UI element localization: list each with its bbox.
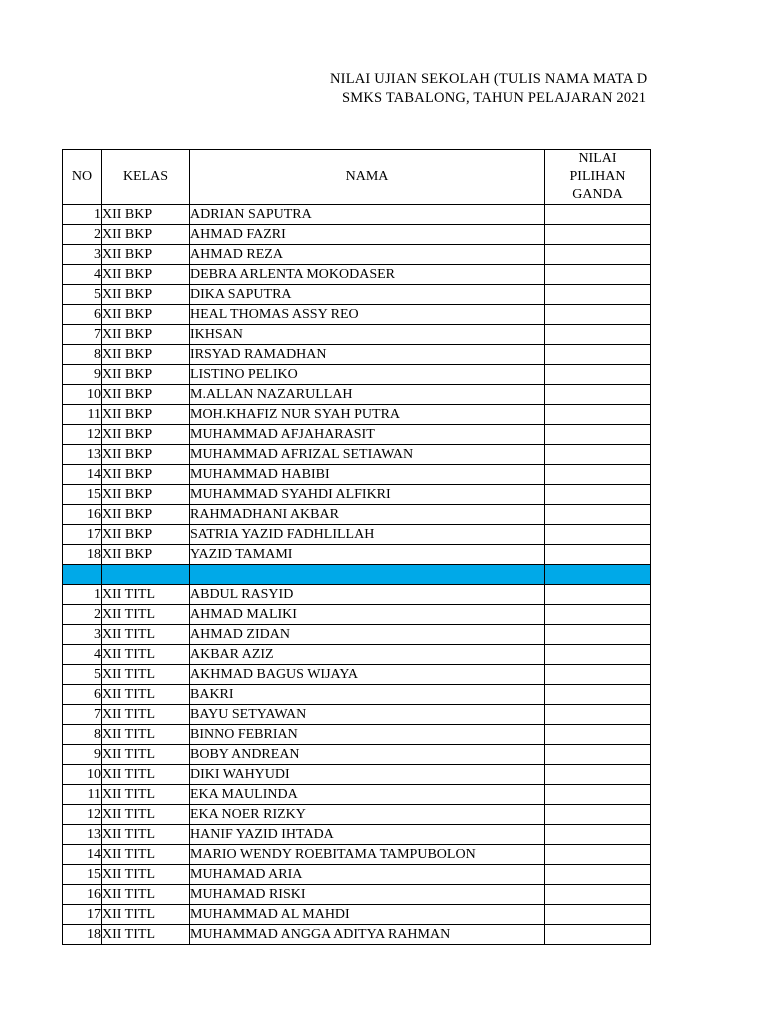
cell-nama[interactable]: MARIO WENDY ROEBITAMA TAMPUBOLON: [190, 845, 545, 865]
cell-nama[interactable]: AHMAD ZIDAN: [190, 625, 545, 645]
cell-nama[interactable]: RAHMADHANI AKBAR: [190, 505, 545, 525]
cell-no[interactable]: 5: [63, 665, 102, 685]
cell-kelas[interactable]: XII BKP: [102, 505, 190, 525]
cell-no[interactable]: 17: [63, 525, 102, 545]
cell-nama[interactable]: BINNO FEBRIAN: [190, 725, 545, 745]
cell-no[interactable]: 3: [63, 245, 102, 265]
table-row: [63, 365, 651, 385]
cell-nama[interactable]: AKBAR AZIZ: [190, 645, 545, 665]
cell-no[interactable]: 4: [63, 645, 102, 665]
cell-nilai[interactable]: [545, 765, 651, 785]
cell-nilai[interactable]: [545, 605, 651, 625]
table-row: [63, 725, 651, 745]
cell-no[interactable]: 7: [63, 325, 102, 345]
table-row: [63, 605, 651, 625]
cell-nilai[interactable]: [545, 545, 651, 565]
cell-kelas[interactable]: XII BKP: [102, 365, 190, 385]
cell-kelas[interactable]: XII TITL: [102, 825, 190, 845]
cell-no[interactable]: 2: [63, 225, 102, 245]
table-row: [63, 425, 651, 445]
cell-nama[interactable]: AKHMAD BAGUS WIJAYA: [190, 665, 545, 685]
cell-no[interactable]: 10: [63, 765, 102, 785]
cell-nilai[interactable]: [545, 805, 651, 825]
table-row: [63, 905, 651, 925]
table-row: [63, 585, 651, 605]
cell-nama[interactable]: HEAL THOMAS ASSY REO: [190, 305, 545, 325]
header-no[interactable]: NO: [63, 150, 102, 205]
separator-row-cell[interactable]: [63, 565, 102, 585]
cell-no[interactable]: 8: [63, 725, 102, 745]
table-row: [63, 545, 651, 565]
cell-kelas[interactable]: XII TITL: [102, 765, 190, 785]
cell-no[interactable]: 1: [63, 205, 102, 225]
cell-nama[interactable]: HANIF YAZID IHTADA: [190, 825, 545, 845]
cell-nilai[interactable]: [545, 525, 651, 545]
cell-no[interactable]: 6: [63, 305, 102, 325]
header-kelas[interactable]: KELAS: [102, 150, 190, 205]
cell-nilai[interactable]: [545, 365, 651, 385]
cell-nilai[interactable]: [545, 345, 651, 365]
document-title: [0, 0, 651, 130]
table-row: [63, 265, 651, 285]
table-row: [63, 245, 651, 265]
table-row: [63, 885, 651, 905]
cell-kelas[interactable]: XII TITL: [102, 585, 190, 605]
table-body: [63, 205, 651, 945]
cell-kelas[interactable]: XII TITL: [102, 885, 190, 905]
cell-kelas[interactable]: XII TITL: [102, 745, 190, 765]
grade-table: [62, 149, 651, 945]
cell-no[interactable]: 5: [63, 285, 102, 305]
cell-nama[interactable]: IRSYAD RAMADHAN: [190, 345, 545, 365]
cell-kelas[interactable]: XII BKP: [102, 465, 190, 485]
cell-kelas[interactable]: XII BKP: [102, 485, 190, 505]
cell-kelas[interactable]: XII TITL: [102, 645, 190, 665]
table-row: [63, 505, 651, 525]
header-nilai-line3: GANDA: [572, 187, 623, 202]
cell-nama[interactable]: MUHAMMAD SYAHDI ALFIKRI: [190, 485, 545, 505]
cell-nilai[interactable]: [545, 845, 651, 865]
cell-nilai[interactable]: [545, 665, 651, 685]
table-row: [63, 645, 651, 665]
table-row: [63, 665, 651, 685]
cell-no[interactable]: 17: [63, 905, 102, 925]
cell-kelas[interactable]: XII BKP: [102, 445, 190, 465]
cell-no[interactable]: 7: [63, 705, 102, 725]
table-row: [63, 765, 651, 785]
cell-no[interactable]: 13: [63, 825, 102, 845]
cell-nama[interactable]: BAYU SETYAWAN: [190, 705, 545, 725]
separator-row-cell[interactable]: [190, 565, 545, 585]
cell-no[interactable]: 15: [63, 865, 102, 885]
cell-no[interactable]: 18: [63, 925, 102, 945]
table-row: [63, 825, 651, 845]
cell-no[interactable]: 11: [63, 785, 102, 805]
cell-kelas[interactable]: XII BKP: [102, 345, 190, 365]
cell-nilai[interactable]: [545, 745, 651, 765]
cell-nilai[interactable]: [545, 205, 651, 225]
cell-kelas[interactable]: XII BKP: [102, 265, 190, 285]
table-row: [63, 305, 651, 325]
cell-kelas[interactable]: XII TITL: [102, 865, 190, 885]
table-row: [63, 465, 651, 485]
cell-kelas[interactable]: XII BKP: [102, 205, 190, 225]
cell-no[interactable]: 14: [63, 465, 102, 485]
cell-kelas[interactable]: XII BKP: [102, 285, 190, 305]
cell-kelas[interactable]: XII TITL: [102, 845, 190, 865]
cell-nilai[interactable]: [545, 485, 651, 505]
cell-no[interactable]: 11: [63, 405, 102, 425]
cell-nilai[interactable]: [545, 465, 651, 485]
cell-kelas[interactable]: XII BKP: [102, 405, 190, 425]
cell-nilai[interactable]: [545, 885, 651, 905]
cell-nilai[interactable]: [545, 645, 651, 665]
table-row: [63, 225, 651, 245]
cell-nama[interactable]: EKA MAULINDA: [190, 785, 545, 805]
cell-nama[interactable]: ABDUL RASYID: [190, 585, 545, 605]
cell-nilai[interactable]: [545, 265, 651, 285]
cell-kelas[interactable]: XII TITL: [102, 805, 190, 825]
header-nama[interactable]: NAMA: [190, 150, 545, 205]
cell-nama[interactable]: YAZID TAMAMI: [190, 545, 545, 565]
cell-no[interactable]: 12: [63, 425, 102, 445]
cell-nama[interactable]: M.ALLAN NAZARULLAH: [190, 385, 545, 405]
cell-kelas[interactable]: XII TITL: [102, 625, 190, 645]
cell-kelas[interactable]: XII TITL: [102, 665, 190, 685]
cell-nilai[interactable]: [545, 925, 651, 945]
cell-nama[interactable]: DEBRA ARLENTA MOKODASER: [190, 265, 545, 285]
table-row: [63, 205, 651, 225]
header-nilai-pilihan-ganda[interactable]: [545, 150, 651, 205]
header-nilai-line2: PILIHAN: [569, 169, 626, 184]
cell-nama[interactable]: MUHAMMAD AL MAHDI: [190, 905, 545, 925]
cell-no[interactable]: 12: [63, 805, 102, 825]
cell-no[interactable]: 13: [63, 445, 102, 465]
cell-nilai[interactable]: [545, 705, 651, 725]
table-row: [63, 625, 651, 645]
cell-nama[interactable]: AHMAD MALIKI: [190, 605, 545, 625]
cell-nilai[interactable]: [545, 225, 651, 245]
table-row: [63, 405, 651, 425]
cell-kelas[interactable]: XII TITL: [102, 705, 190, 725]
cell-no[interactable]: 16: [63, 885, 102, 905]
table-row: [63, 925, 651, 945]
cell-nilai[interactable]: [545, 865, 651, 885]
cell-nilai[interactable]: [545, 685, 651, 705]
table-row: [63, 705, 651, 725]
cell-no[interactable]: 16: [63, 505, 102, 525]
cell-nama[interactable]: MUHAMMAD AFRIZAL SETIAWAN: [190, 445, 545, 465]
cell-nama[interactable]: IKHSAN: [190, 325, 545, 345]
cell-kelas[interactable]: XII BKP: [102, 305, 190, 325]
cell-kelas[interactable]: XII BKP: [102, 325, 190, 345]
cell-no[interactable]: 18: [63, 545, 102, 565]
cell-nama[interactable]: MOH.KHAFIZ NUR SYAH PUTRA: [190, 405, 545, 425]
separator-row-cell[interactable]: [102, 565, 190, 585]
cell-kelas[interactable]: XII TITL: [102, 925, 190, 945]
cell-nilai[interactable]: [545, 585, 651, 605]
cell-nama[interactable]: ADRIAN SAPUTRA: [190, 205, 545, 225]
cell-kelas[interactable]: XII TITL: [102, 685, 190, 705]
cell-nilai[interactable]: [545, 625, 651, 645]
cell-kelas[interactable]: XII BKP: [102, 385, 190, 405]
cell-kelas[interactable]: XII TITL: [102, 605, 190, 625]
header-row: [63, 150, 651, 205]
table-row: [63, 805, 651, 825]
cell-nilai[interactable]: [545, 405, 651, 425]
cell-kelas[interactable]: XII BKP: [102, 225, 190, 245]
header-nilai-line1: NILAI: [578, 151, 617, 166]
cell-nilai[interactable]: [545, 385, 651, 405]
cell-nama[interactable]: DIKA SAPUTRA: [190, 285, 545, 305]
table-row: [63, 385, 651, 405]
table-row: [63, 745, 651, 765]
cell-nilai[interactable]: [545, 285, 651, 305]
table-row: [63, 345, 651, 365]
cell-nilai[interactable]: [545, 445, 651, 465]
cell-nilai[interactable]: [545, 245, 651, 265]
cell-no[interactable]: 6: [63, 685, 102, 705]
cell-kelas[interactable]: XII TITL: [102, 905, 190, 925]
cell-no[interactable]: 10: [63, 385, 102, 405]
cell-nama[interactable]: MUHAMAD RISKI: [190, 885, 545, 905]
separator-row: [63, 565, 651, 585]
title-line-2: SMKS TABALONG, TAHUN PELAJARAN 2021: [342, 90, 647, 106]
cell-no[interactable]: 8: [63, 345, 102, 365]
cell-nama[interactable]: LISTINO PELIKO: [190, 365, 545, 385]
cell-nama[interactable]: MUHAMMAD HABIBI: [190, 465, 545, 485]
cell-nilai[interactable]: [545, 825, 651, 845]
cell-kelas[interactable]: XII BKP: [102, 245, 190, 265]
cell-nama[interactable]: EKA NOER RIZKY: [190, 805, 545, 825]
cell-kelas[interactable]: XII TITL: [102, 725, 190, 745]
cell-no[interactable]: 4: [63, 265, 102, 285]
table-row: [63, 445, 651, 465]
cell-nilai[interactable]: [545, 505, 651, 525]
cell-nilai[interactable]: [545, 725, 651, 745]
cell-nama[interactable]: MUHAMMAD ANGGA ADITYA RAHMAN: [190, 925, 545, 945]
cell-no[interactable]: 1: [63, 585, 102, 605]
cell-nama[interactable]: BOBY ANDREAN: [190, 745, 545, 765]
table-row: [63, 685, 651, 705]
cell-nilai[interactable]: [545, 905, 651, 925]
cell-no[interactable]: 9: [63, 365, 102, 385]
cell-nilai[interactable]: [545, 325, 651, 345]
table-row: [63, 845, 651, 865]
cell-nilai[interactable]: [545, 425, 651, 445]
cell-kelas[interactable]: XII TITL: [102, 785, 190, 805]
table-row: [63, 525, 651, 545]
table-row: [63, 285, 651, 305]
cell-no[interactable]: 15: [63, 485, 102, 505]
cell-kelas[interactable]: XII BKP: [102, 545, 190, 565]
cell-no[interactable]: 9: [63, 745, 102, 765]
table-row: [63, 485, 651, 505]
cell-no[interactable]: 2: [63, 605, 102, 625]
cell-kelas[interactable]: XII BKP: [102, 425, 190, 445]
cell-nama[interactable]: SATRIA YAZID FADHLILLAH: [190, 525, 545, 545]
separator-row-cell[interactable]: [545, 565, 651, 585]
cell-nilai[interactable]: [545, 305, 651, 325]
table-row: [63, 785, 651, 805]
cell-nama[interactable]: DIKI WAHYUDI: [190, 765, 545, 785]
cell-nilai[interactable]: [545, 785, 651, 805]
cell-nama[interactable]: MUHAMAD ARIA: [190, 865, 545, 885]
cell-nama[interactable]: AHMAD REZA: [190, 245, 545, 265]
title-line-1: NILAI UJIAN SEKOLAH (TULIS NAMA MATA D: [330, 71, 648, 87]
cell-kelas[interactable]: XII BKP: [102, 525, 190, 545]
table-row: [63, 865, 651, 885]
cell-no[interactable]: 14: [63, 845, 102, 865]
cell-nama[interactable]: BAKRI: [190, 685, 545, 705]
cell-no[interactable]: 3: [63, 625, 102, 645]
cell-nama[interactable]: AHMAD FAZRI: [190, 225, 545, 245]
table-row: [63, 325, 651, 345]
cell-nama[interactable]: MUHAMMAD AFJAHARASIT: [190, 425, 545, 445]
